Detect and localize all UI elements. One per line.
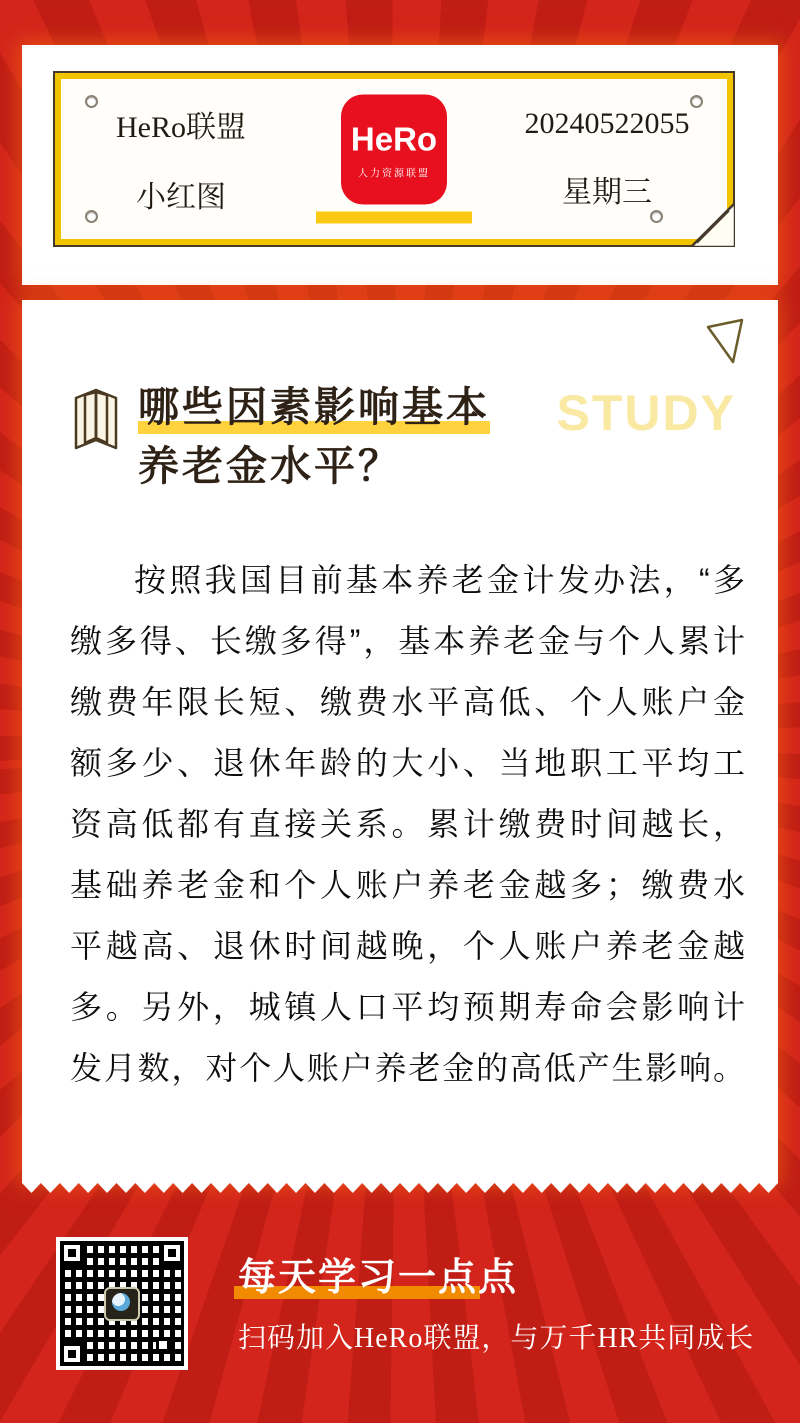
body-line: 发月数，对个人账户养老金的高低产生影响。 xyxy=(70,1050,745,1086)
hero-logo xyxy=(341,95,447,205)
qr-finder-icon xyxy=(60,1342,84,1366)
article-title-line1: 哪些因素影响基本 xyxy=(138,384,490,434)
body-line: 资高低都有直接关系。累计缴费时间越长， xyxy=(70,806,745,842)
article-body xyxy=(70,550,745,1099)
footer-slogan: 每天学习一点点 xyxy=(238,1257,519,1299)
body-line: 缴费年限长短、缴费水平高低、个人账户金 xyxy=(70,684,745,720)
article-panel xyxy=(22,300,778,1183)
study-watermark: STUDY xyxy=(556,385,736,441)
article-title-line2: 养老金水平？ xyxy=(138,443,402,490)
header-left-group xyxy=(71,79,291,239)
org-name: HeRo联盟 xyxy=(116,111,246,144)
open-book-icon xyxy=(68,384,124,450)
qr-finder-icon xyxy=(160,1241,184,1265)
header-panel xyxy=(22,45,778,285)
qr-alignment-icon xyxy=(156,1338,170,1352)
body-line: 多。另外，城镇人口平均预期寿命会影响计 xyxy=(70,989,745,1025)
join-qr-code xyxy=(56,1237,188,1370)
qr-finder-icon xyxy=(60,1241,84,1265)
body-line: 平越高、退休时间越晚，个人账户养老金越 xyxy=(70,928,745,964)
article-title xyxy=(138,378,490,497)
logo-underline-bar xyxy=(316,212,472,224)
qr-modules xyxy=(60,1241,184,1366)
header-card xyxy=(55,73,733,245)
article-title-row xyxy=(68,378,490,497)
header-right-group xyxy=(497,79,717,239)
body-line: 缴多得、长缴多得”，基本养老金与个人累计 xyxy=(70,623,745,659)
footer-cta: 扫码加入HeRo联盟，与万千HR共同成长 xyxy=(238,1323,755,1354)
page-curl-icon xyxy=(691,203,735,247)
weekday: 星期三 xyxy=(562,176,652,209)
qr-center-avatar xyxy=(104,1287,140,1321)
triangle-flag-icon xyxy=(706,318,744,364)
header-center-group xyxy=(316,95,472,224)
issue-number: 20240522055 xyxy=(524,107,690,140)
hero-logo-text: HeRo xyxy=(350,120,438,157)
hero-logo-subtext: 人力资源联盟 xyxy=(358,168,430,179)
zigzag-card-edge xyxy=(22,1183,778,1193)
body-line: 基础养老金和个人账户养老金越多；缴费水 xyxy=(70,867,745,903)
body-line: 额多少、退休年龄的大小、当地职工平均工 xyxy=(70,745,745,781)
body-line: 按照我国目前基本养老金计发办法，“多 xyxy=(134,562,745,598)
series-name: 小红图 xyxy=(136,181,226,214)
